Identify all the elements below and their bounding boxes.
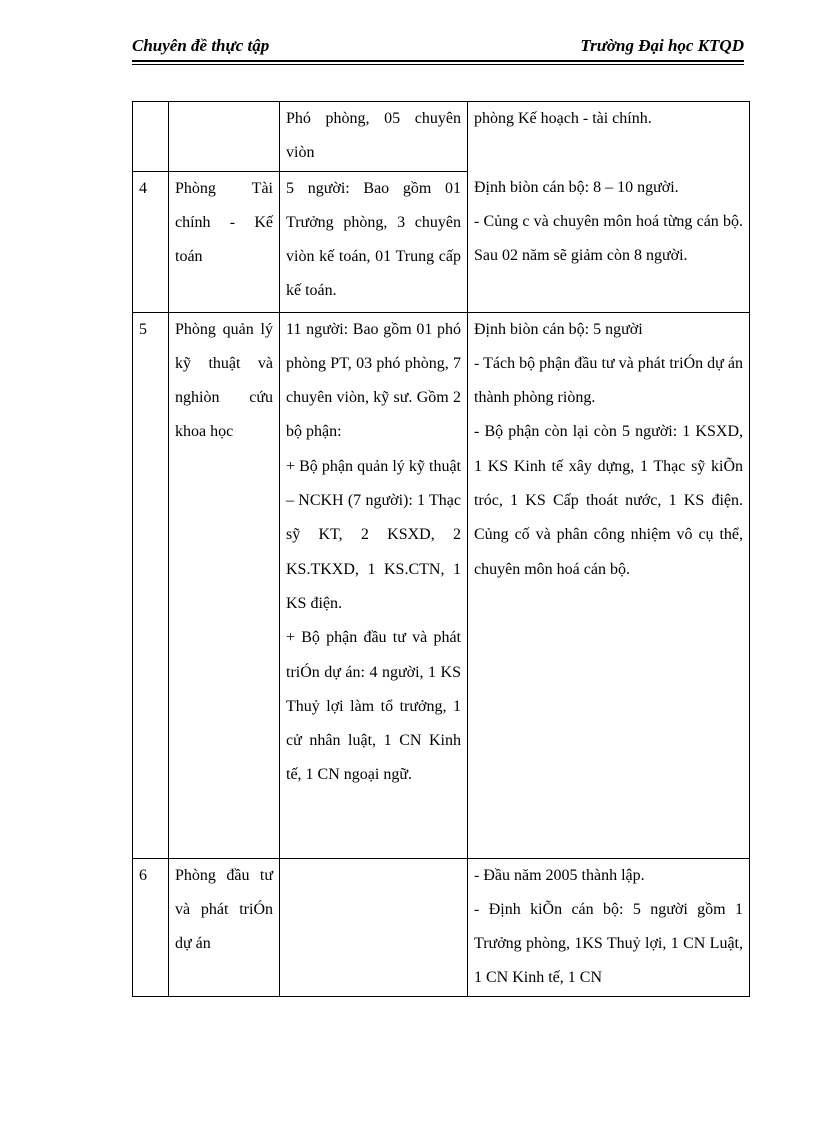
- staff-cell: [280, 858, 468, 996]
- unit-text: Phòng đầu tư và phát triÓn dự án: [175, 866, 273, 953]
- note-text: Định biòn cán bộ: 5 người - Tách bộ phận đầu tư và phát triÓn dự án thành phòng riòng. - Bộ phận còn lại còn 5 người: 1 KSXD, 1 KS Kinh tế xây dựng, 1 Thạc sỹ kiÕn tróc, 1 KS Cấp thoát nước, 1 KS điện. Củng cố và phân công nhiệm vô cụ thể, chuyên môn hoá cán bộ.: [474, 320, 743, 578]
- page-header: [132, 36, 744, 60]
- note-cell: [468, 312, 750, 858]
- stt-cell: [133, 171, 169, 312]
- stt-cell: [133, 102, 169, 172]
- staff-text: Phó phòng, 05 chuyên viòn: [286, 110, 461, 162]
- staff-cell: [280, 102, 468, 172]
- header-left-title: Chuyên đề thực tập: [132, 36, 270, 55]
- table-row: [133, 102, 750, 172]
- stt-cell: [133, 858, 169, 996]
- table-row: [133, 858, 750, 996]
- header-right-title: Trường Đại học KTQD: [580, 36, 744, 55]
- unit-cell: [169, 171, 280, 312]
- unit-cell: [169, 312, 280, 858]
- stt-text: 5: [139, 320, 147, 338]
- header-rule-thin: [132, 64, 744, 65]
- unit-cell: [169, 858, 280, 996]
- note-text: phòng Kế hoạch - tài chính. Định biòn cán bộ: 8 – 10 người. - Củng c và chuyên môn hoá từng cán bộ. Sau 02 năm sẽ giảm còn 8 người.: [474, 110, 743, 265]
- stt-text: 4: [139, 179, 147, 197]
- stt-cell: [133, 312, 169, 858]
- staff-cell: [280, 312, 468, 858]
- note-cell: [468, 858, 750, 996]
- note-text: - Đầu năm 2005 thành lập. - Định kiÕn cán bộ: 5 người gồm 1 Trưởng phòng, 1KS Thuỷ lợi, 1 CN Luật, 1 CN Kinh tế, 1 CN: [474, 866, 743, 987]
- staff-table: [132, 101, 750, 997]
- unit-cell: [169, 102, 280, 172]
- staff-text: 11 người: Bao gồm 01 phó phòng PT, 03 phó phòng, 7 chuyên viòn, kỹ sư. Gồm 2 bộ phận: + Bộ phận quản lý kỹ thuật – NCKH (7 người): 1 Thạc sỹ KT, 2 KSXD, 2 KS.TKXD, 1 KS.CTN, 1 KS điện. + Bộ phận đầu tư và phát triÓn dự án: 4 người, 1 KS Thuỷ lợi làm tổ trưởng, 1 cử nhân luật, 1 CN Kinh tế, 1 CN ngoại ngữ.: [286, 320, 461, 784]
- staff-text: 5 người: Bao gồm 01 Trưởng phòng, 3 chuyên viòn kế toán, 01 Trung cấp kế toán.: [286, 179, 461, 300]
- unit-text: Phòng Tài chính - Kế toán: [175, 179, 273, 266]
- header-rule-thick: [132, 60, 744, 62]
- staff-cell: [280, 171, 468, 312]
- table-row: [133, 312, 750, 858]
- unit-text: Phòng quản lý kỹ thuật và nghiòn cứu khoa học: [175, 320, 273, 441]
- note-cell: [468, 102, 750, 313]
- stt-text: 6: [139, 866, 147, 884]
